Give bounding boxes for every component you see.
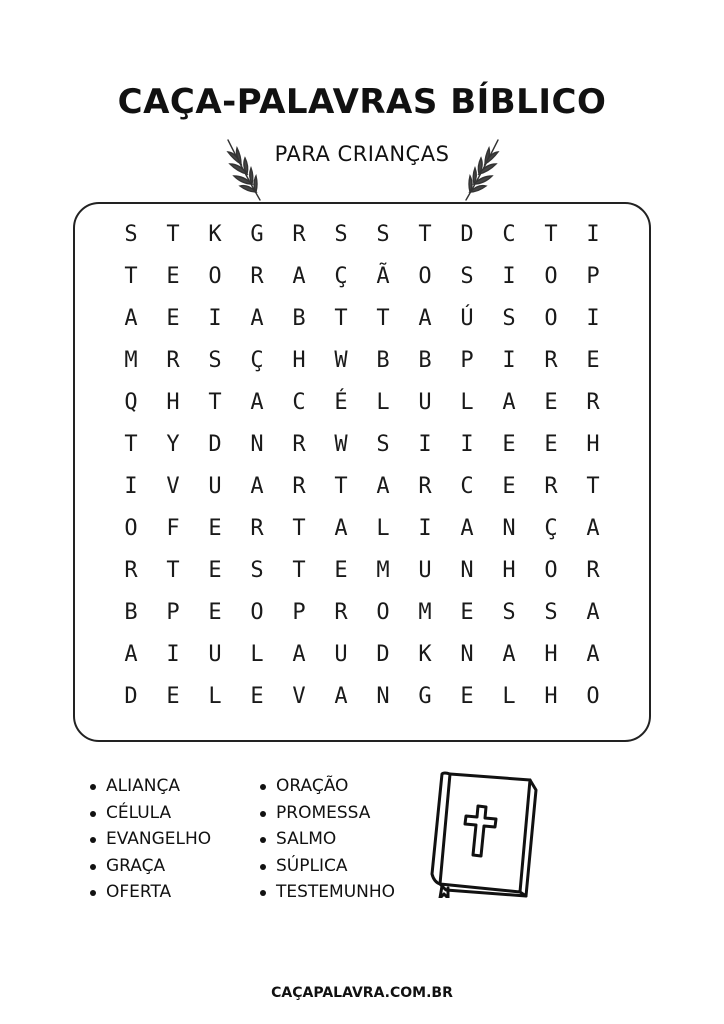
word-list-item: ALIANÇA [88,773,211,800]
grid-letter: O [250,599,264,625]
word-list-item: PROMESSA [258,800,395,827]
grid-letter: A [334,515,348,541]
grid-letter: Ú [460,305,474,331]
grid-letter: T [544,221,558,247]
grid-letter: E [586,347,600,373]
grid-letter: D [208,431,222,457]
grid-letter: M [124,347,138,373]
grid-letter: O [544,263,558,289]
grid-letter: H [586,431,600,457]
grid-letter: M [376,557,390,583]
grid-letter: H [544,641,558,667]
page-title: CAÇA-PALAVRAS BÍBLICO [117,82,607,122]
grid-letter: T [208,389,222,415]
grid-letter: L [376,389,390,415]
grid-letter: L [460,389,474,415]
grid-letter: I [208,305,222,331]
grid-letter: A [418,305,432,331]
grid-letter: A [460,515,474,541]
grid-letter: T [586,473,600,499]
grid-letter: G [418,683,432,709]
grid-letter: O [418,263,432,289]
grid-letter: T [124,431,138,457]
word-list-item: SÚPLICA [258,853,395,880]
grid-letter: S [376,221,390,247]
grid-letter: N [376,683,390,709]
grid-letter: T [124,263,138,289]
grid-letter: A [250,473,264,499]
grid-letter: T [292,557,306,583]
grid-letter: C [502,221,516,247]
grid-letter: R [292,431,306,457]
grid-letter: R [586,557,600,583]
grid-letter: A [586,599,600,625]
grid-letter: S [376,431,390,457]
grid-letter: E [166,263,180,289]
grid-letter: P [586,263,600,289]
grid-letter: Q [124,389,138,415]
grid-letter: Y [166,431,180,457]
grid-letter: E [544,431,558,457]
grid-letter: P [166,599,180,625]
grid-letter: L [208,683,222,709]
grid-letter: N [250,431,264,457]
grid-letter: V [166,473,180,499]
grid-letter: I [502,347,516,373]
grid-letter: I [502,263,516,289]
grid-letter: P [460,347,474,373]
grid-letter: T [334,305,348,331]
grid-letter: R [544,473,558,499]
grid-letter: G [250,221,264,247]
grid-letter: S [544,599,558,625]
word-list-item: TESTEMUNHO [258,879,395,906]
grid-letter: E [502,431,516,457]
grid-letter: H [166,389,180,415]
grid-letter: E [544,389,558,415]
grid-letter: H [292,347,306,373]
grid-letter: A [586,515,600,541]
grid-letter: K [208,221,222,247]
grid-letter: B [292,305,306,331]
grid-letter: L [250,641,264,667]
grid-letter: A [250,305,264,331]
word-list-item: OFERTA [88,879,211,906]
grid-letter: N [502,515,516,541]
grid-letter: R [418,473,432,499]
grid-letter: I [586,221,600,247]
grid-letter: H [544,683,558,709]
grid-letter: A [334,683,348,709]
grid-letter: C [460,473,474,499]
grid-letter: I [124,473,138,499]
grid-letter: A [376,473,390,499]
letter-grid [110,213,614,717]
grid-letter: U [334,641,348,667]
grid-letter: A [292,641,306,667]
grid-letter: I [460,431,474,457]
grid-letter: R [586,389,600,415]
page-subtitle: PARA CRIANÇAS [274,142,450,166]
grid-letter: O [544,557,558,583]
word-list-item: SALMO [258,826,395,853]
grid-letter: I [586,305,600,331]
grid-letter: A [292,263,306,289]
grid-letter: T [376,305,390,331]
grid-letter: S [460,263,474,289]
grid-letter: B [124,599,138,625]
grid-letter: I [166,641,180,667]
grid-letter: Ç [334,263,348,289]
grid-letter: I [418,431,432,457]
grid-letter: R [292,221,306,247]
grid-letter: R [250,515,264,541]
grid-letter: U [418,557,432,583]
grid-letter: B [418,347,432,373]
bible-cross-icon [426,770,544,898]
grid-letter: D [124,683,138,709]
grid-letter: W [334,347,348,373]
grid-letter: E [166,683,180,709]
word-list-item: EVANGELHO [88,826,211,853]
grid-letter: I [418,515,432,541]
grid-letter: A [502,389,516,415]
grid-letter: E [208,515,222,541]
grid-letter: A [250,389,264,415]
grid-letter: M [418,599,432,625]
grid-letter: D [376,641,390,667]
grid-letter: R [166,347,180,373]
grid-letter: R [292,473,306,499]
grid-letter: V [292,683,306,709]
grid-letter: N [460,641,474,667]
grid-letter: U [208,641,222,667]
grid-letter: S [124,221,138,247]
grid-letter: S [502,305,516,331]
grid-letter: O [586,683,600,709]
grid-letter: T [334,473,348,499]
grid-letter: R [334,599,348,625]
grid-letter: A [124,641,138,667]
grid-letter: T [292,515,306,541]
word-list-item: GRAÇA [88,853,211,880]
grid-letter: F [166,515,180,541]
grid-letter: S [250,557,264,583]
grid-letter: E [208,557,222,583]
grid-letter: E [334,557,348,583]
grid-letter: T [166,557,180,583]
grid-letter: R [544,347,558,373]
grid-letter: B [376,347,390,373]
grid-letter: L [502,683,516,709]
grid-letter: Ã [376,263,390,289]
grid-letter: A [502,641,516,667]
grid-letter: O [544,305,558,331]
grid-letter: S [502,599,516,625]
word-list-item: CÉLULA [88,800,211,827]
grid-letter: O [376,599,390,625]
grid-letter: A [124,305,138,331]
grid-letter: R [124,557,138,583]
grid-letter: C [292,389,306,415]
grid-letter: D [460,221,474,247]
word-list-right [258,773,395,906]
grid-letter: E [460,599,474,625]
grid-letter: O [208,263,222,289]
grid-letter: S [334,221,348,247]
grid-letter: E [166,305,180,331]
word-list-item: ORAÇÃO [258,773,395,800]
grid-letter: Ç [250,347,264,373]
grid-letter: E [502,473,516,499]
grid-letter: W [334,431,348,457]
grid-letter: N [460,557,474,583]
grid-letter: E [460,683,474,709]
grid-letter: H [502,557,516,583]
grid-letter: É [334,389,348,415]
grid-letter: Ç [544,515,558,541]
grid-letter: S [208,347,222,373]
grid-letter: T [166,221,180,247]
grid-letter: U [208,473,222,499]
grid-letter: E [208,599,222,625]
footer-site: CAÇAPALAVRA.COM.BR [271,985,453,1001]
grid-letter: L [376,515,390,541]
grid-letter: P [292,599,306,625]
grid-letter: O [124,515,138,541]
grid-letter: U [418,389,432,415]
wheat-leaf-icon [460,134,506,204]
word-list-left [88,773,211,906]
grid-letter: E [250,683,264,709]
grid-letter: R [250,263,264,289]
grid-letter: K [418,641,432,667]
grid-letter: T [418,221,432,247]
grid-letter: A [586,641,600,667]
